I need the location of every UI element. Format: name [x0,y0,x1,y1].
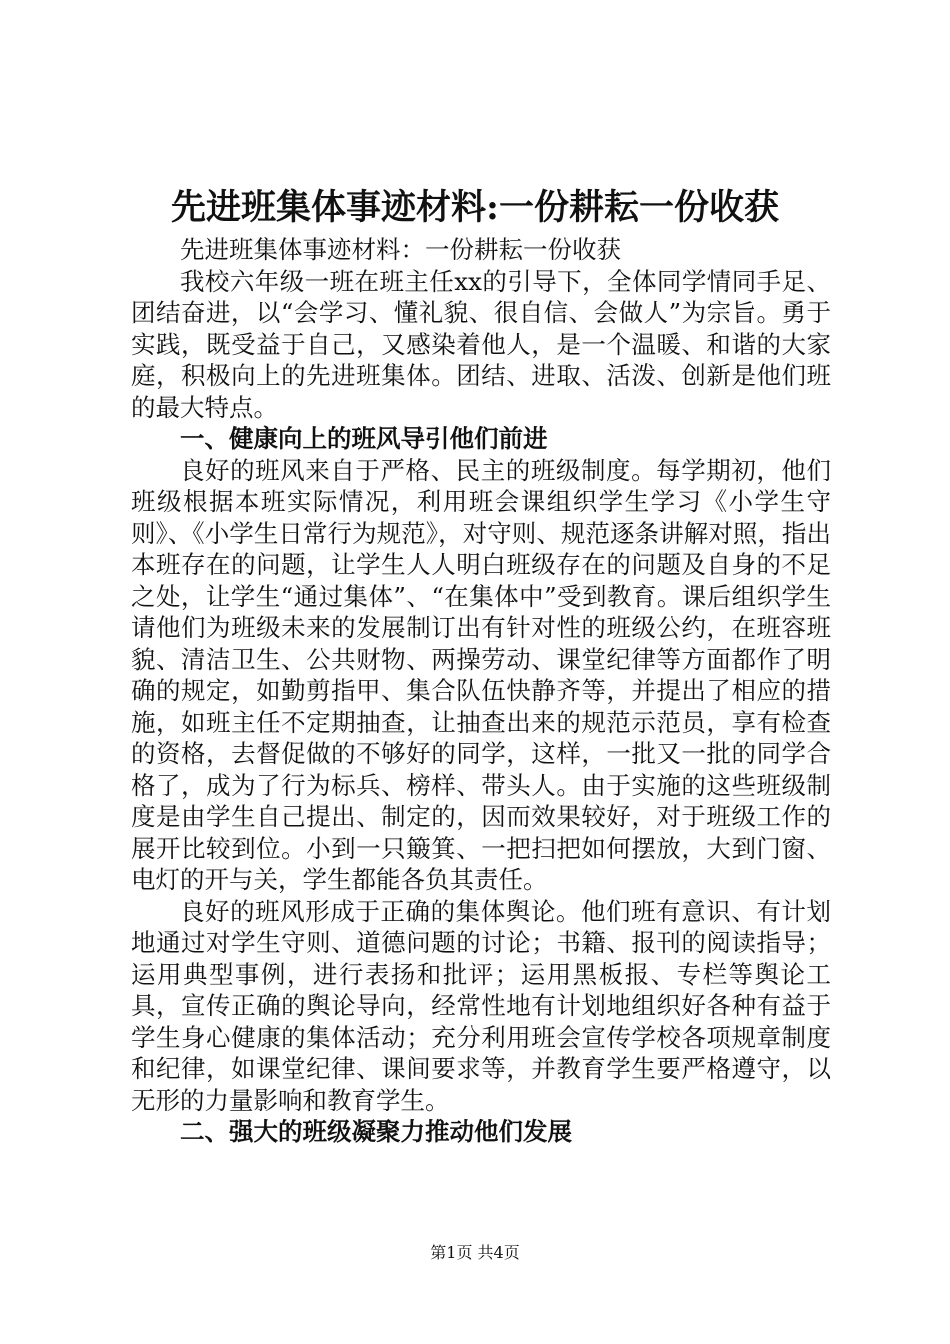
intro-paragraph: 我校六年级一班在班主任xx的引导下，全体同学情同手足、团结奋进，以“会学习、懂礼貌、很自信、会做人”为宗旨。勇于实践，既受益于自己，又感染着他人，是一个温暖、和谐的大家庭，积极向上的先进班集体。团结、进取、活泼、创新是他们班的最大特点。 [131,266,831,422]
document-body [131,234,831,1148]
document-title: 先进班集体事迹材料:一份耕耘一份收获 [171,187,779,228]
section-1-paragraph-1: 良好的班风来自于严格、民主的班级制度。每学期初，他们班级根据本班实际情况，利用班会课组织学生学习《小学生守则》、《小学生日常行为规范》，对守则、规范逐条讲解对照，指出本班存在的问题，让学生人人明白班级存在的问题及自身的不足之处，让学生“通过集体”、“在集体中”受到教育。课后组织学生请他们为班级未来的发展制订出有针对性的班级公约，在班容班貌、清洁卫生、公共财物、两操劳动、课堂纪律等方面都作了明确的规定，如勤剪指甲、集合队伍快静齐等，并提出了相应的措施，如班主任不定期抽查，让抽查出来的规范示范员，享有检查的资格，去督促做的不够好的同学，这样，一批又一批的同学合格了，成为了行为标兵、榜样、带头人。由于实施的这些班级制度是由学生自己提出、制定的，因而效果较好，对于班级工作的展开比较到位。小到一只簸箕、一把扫把如何摆放，大到门窗、电灯的开与关，学生都能各负其责任。 [131,455,831,894]
intro-subtitle-paragraph: 先进班集体事迹材料：一份耕耘一份收获 [180,235,621,264]
section-heading-1: 一、健康向上的班风导引他们前进 [180,424,548,453]
section-heading-2: 二、强大的班级凝聚力推动他们发展 [180,1117,572,1146]
section-1-paragraph-2: 良好的班风形成于正确的集体舆论。他们班有意识、有计划地通过对学生守则、道德问题的讨论；书籍、报刊的阅读指导；运用典型事例，进行表扬和批评；运用黑板报、专栏等舆论工具，宣传正确的舆论导向，经常性地有计划地组织好各种有益于学生身心健康的集体活动；充分利用班会宣传学校各项规章制度和纪律，如课堂纪律、课间要求等，并教育学生要严格遵守，以无形的力量影响和教育学生。 [131,896,831,1115]
page-number-footer: 第1页 共4页 [430,1243,520,1262]
